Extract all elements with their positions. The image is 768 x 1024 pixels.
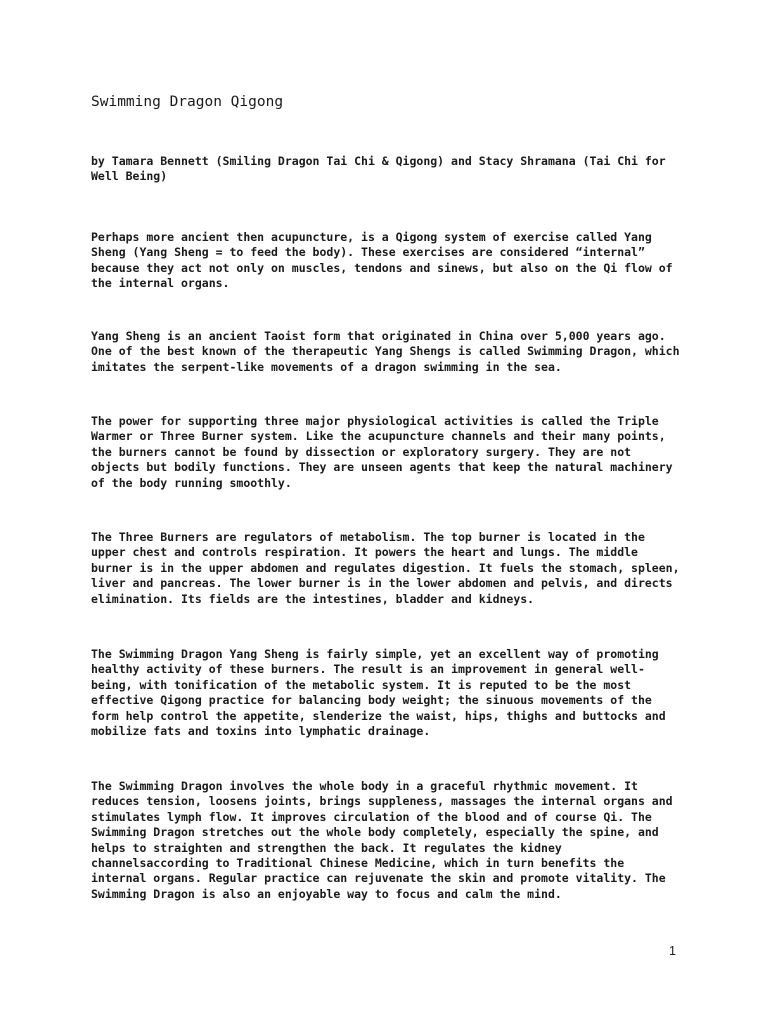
author-byline: by Tamara Bennett (Smiling Dragon Tai Chi & Qigong) and Stacy Shramana (Tai Chi for Well Being) [91, 154, 666, 184]
page-number: 1 [669, 944, 676, 958]
paragraph-4: The Three Burners are regulators of metabolism. The top burner is located in the upper chest and controls respiration. It powers the heart and lungs. The middle burner is in the upper abdomen and regulates digestion. It fuels the stomach, spleen, liver and pancreas. The lower burner is in the lower abdomen and pelvis, and directs elimination. Its fields are the intestines, bladder and kidneys. [91, 530, 680, 606]
paragraph-5: The Swimming Dragon Yang Sheng is fairly simple, yet an excellent way of promoting healthy activity of these burners. The result is an improvement in general well- being, with tonification of the metabolic system. It is reputed to be the most effective Qigong practice for balancing body weight; the sinuous movements of the form help control the appetite, slenderize the waist, hips, thighs and buttocks and mobilize fats and toxins into lymphatic drainage. [91, 647, 666, 739]
paragraph-2: Yang Sheng is an ancient Taoist form that originated in China over 5,000 years ago. One of the best known of the therapeutic Yang Shengs is called Swimming Dragon, which imitates the serpent-like movements of a dragon swimming in the sea. [91, 329, 680, 374]
document-title: Swimming Dragon Qigong [91, 94, 284, 110]
paragraph-6: The Swimming Dragon involves the whole body in a graceful rhythmic movement. It reduces tension, loosens joints, brings suppleness, massages the internal organs and stimulates lymph flow. It improves circulation of the blood and of course Qi. The Swimming Dragon stretches out the whole body completely, especially the spine, and helps to straighten and strengthen the back. It regulates the kidney channelsaccording to Traditional Chinese Medicine, which in turn benefits the internal organs. Regular practice can rejuvenate the skin and promote vitality. The Swimming Dragon is also an enjoyable way to focus and calm the mind. [91, 779, 673, 901]
paragraph-1: Perhaps more ancient then acupuncture, is a Qigong system of exercise called Yang Sheng (Yang Sheng = to feed the body). These exercises are considered “internal” because they act not only on muscles, tendons and sinews, but also on the Qi flow of the internal organs. [91, 230, 673, 291]
paragraph-3: The power for supporting three major physiological activities is called the Triple Warmer or Three Burner system. Like the acupuncture channels and their many points, the burners cannot be found by dissection or exploratory surgery. They are not objects but bodily functions. They are unseen agents that keep the natural machinery of the body running smoothly. [91, 414, 673, 490]
